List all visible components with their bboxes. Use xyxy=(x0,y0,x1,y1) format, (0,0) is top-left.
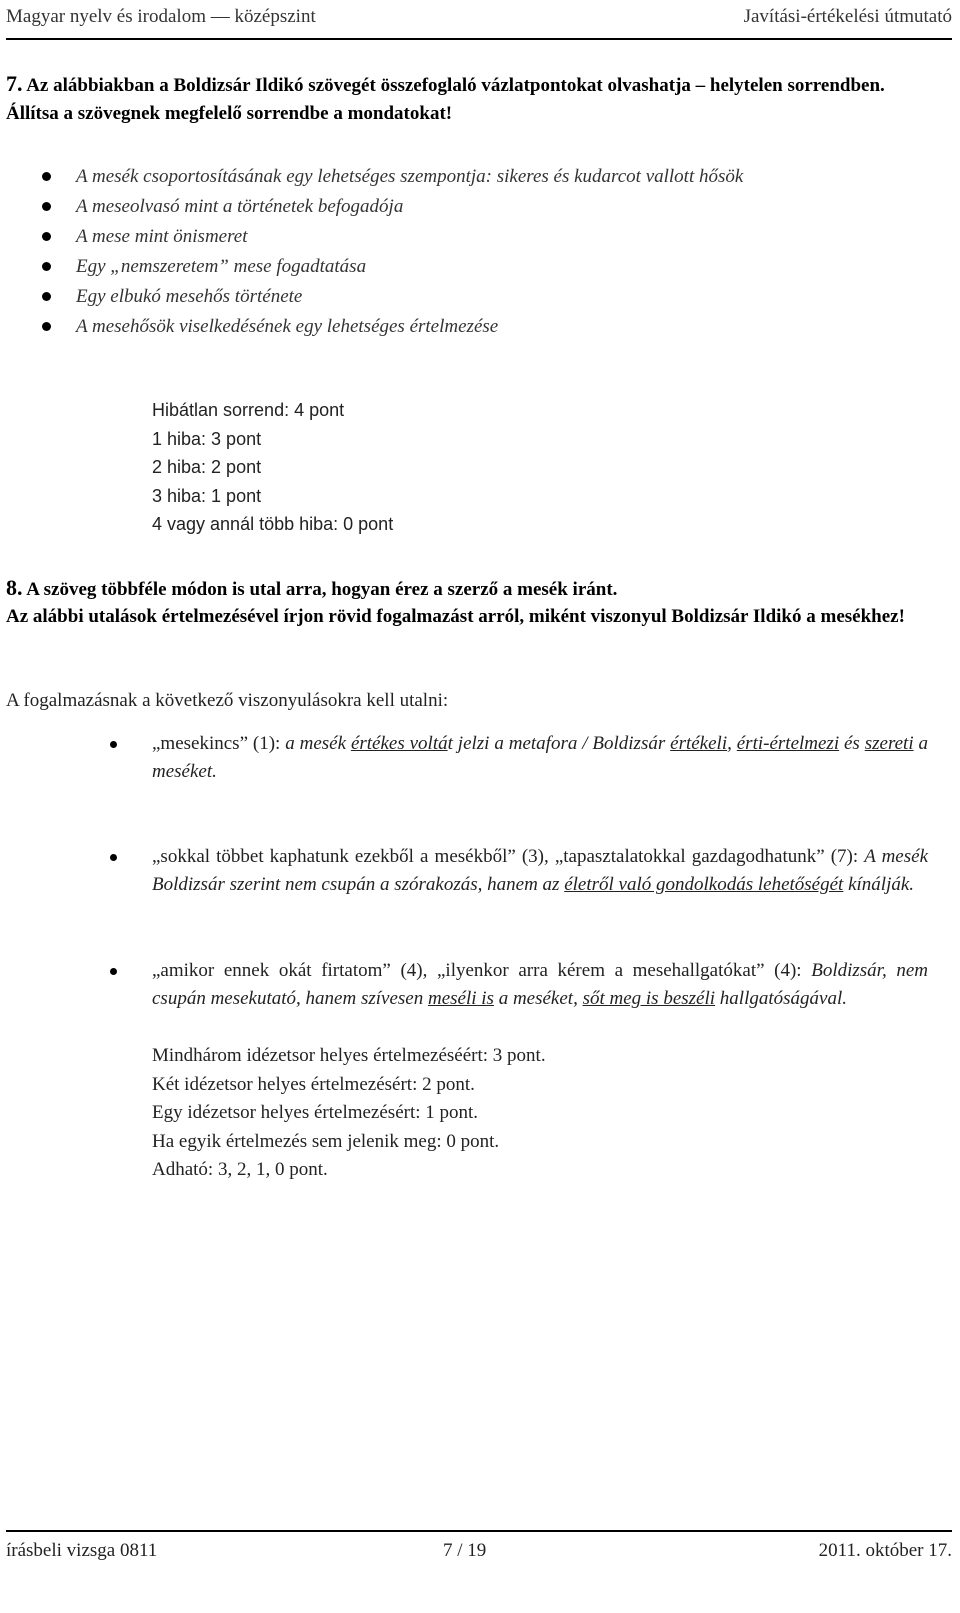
outline-item xyxy=(36,193,916,221)
interpretation-text: érti-értelmezi xyxy=(736,733,840,754)
bullet-icon xyxy=(42,202,51,211)
scoring-line: Két idézetsor helyes értelmezésért: 2 pont. xyxy=(152,1073,475,1095)
question-8-scoring xyxy=(152,1042,546,1185)
scoring-line: Mindhárom idézetsor helyes értelmezéséért: 3 pont. xyxy=(152,1045,546,1066)
scoring-line: 3 hiba: 1 pont xyxy=(152,485,262,506)
interpretation-text: kínálják. xyxy=(843,874,915,895)
bullet-icon xyxy=(110,741,117,748)
scoring-line: Adható: 3, 2, 1, 0 pont. xyxy=(152,1159,328,1180)
interpretation-text: sőt meg is beszéli xyxy=(582,988,716,1009)
interpretation-text: Boldizsár, nem csupán mesekutató, hanem szívesen xyxy=(152,960,928,1009)
bullet-icon xyxy=(42,232,51,241)
outline-item-text: A meseolvasó mint a történetek befogadója xyxy=(76,196,404,217)
bullet-icon xyxy=(110,968,117,975)
interpretation-text: értékeli xyxy=(670,733,728,754)
outline-item xyxy=(36,223,916,251)
question-8-intro: A fogalmazásnak a következő viszonyulásokra kell utalni: xyxy=(6,690,449,711)
question-8-number: 8. xyxy=(6,575,23,600)
question-7-number: 7. xyxy=(6,71,23,96)
interpretation-text: t jelzi a metafora / Boldizsár xyxy=(447,733,671,754)
interpretation-text: értékes voltá xyxy=(350,733,448,754)
header-rule xyxy=(6,38,952,40)
bullet-icon xyxy=(42,262,51,271)
bullet-icon xyxy=(42,292,51,301)
interpretation-text: a meséket, xyxy=(493,988,583,1009)
page-header xyxy=(6,0,952,28)
interpretation-text: „amikor ennek okát firtatom” (4), „ilyenkor arra kérem a mesehallgatókat” (4): xyxy=(152,960,812,981)
question-8-task: Az alábbi utalások értelmezésével írjon rövid fogalmazást arról, miként viszonyul Boldizsár Ildikó a mesékhez! xyxy=(6,606,905,627)
bullet-icon xyxy=(110,854,117,861)
footer-date: 2011. október 17. xyxy=(818,1540,952,1561)
scoring-line: Ha egyik értelmezés sem jelenik meg: 0 pont. xyxy=(152,1130,500,1152)
page-number: 7 / 19 xyxy=(443,1540,487,1561)
interpretation-text: a meséket. xyxy=(152,733,929,782)
outline-item-text: Egy „nemszeretem” mese fogadtatása xyxy=(76,256,367,277)
scoring-line: Hibátlan sorrend: 4 pont xyxy=(152,400,345,420)
outline-item-text: A mese mint önismeret xyxy=(76,226,248,247)
scoring-line: Egy idézetsor helyes értelmezésért: 1 pont. xyxy=(152,1102,479,1123)
outline-item xyxy=(36,253,916,281)
interpretation-text: a mesék xyxy=(285,733,351,754)
outline-item-text: Egy elbukó mesehős története xyxy=(76,286,303,307)
interpretation-text: „sokkal többet kaphatunk ezekből a mesékből” (3), „tapasztalatokkal gazdagodhatunk” (7): xyxy=(152,846,865,867)
question-8-bullet-list xyxy=(106,730,928,1013)
interpretation-text: meséli is xyxy=(427,988,494,1009)
interpretation-text: szereti xyxy=(864,733,914,754)
outline-item xyxy=(36,163,916,191)
footer-left: írásbeli vizsga 0811 xyxy=(6,1540,158,1561)
header-left: Magyar nyelv és irodalom — középszint xyxy=(6,6,316,27)
interpretation-text: hallgatóságával. xyxy=(715,988,847,1009)
interpretation-item xyxy=(106,843,928,899)
interpretation-item xyxy=(106,957,928,1013)
scoring-line: 2 hiba: 2 pont xyxy=(152,457,262,477)
question-7-scoring xyxy=(152,396,393,539)
interpretation-text: , xyxy=(727,733,737,754)
outline-item-text: A mesék csoportosításának egy lehetséges szempontja: sikeres és kudarcot vallott hősök xyxy=(76,166,744,187)
outline-item xyxy=(36,283,916,311)
question-7-outline-list xyxy=(36,163,916,343)
scoring-line: 4 vagy annál több hiba: 0 pont xyxy=(152,514,394,534)
question-8-title xyxy=(6,574,926,604)
interpretation-text: „mesekincs” (1): xyxy=(152,733,286,754)
bullet-icon xyxy=(42,172,51,181)
interpretation-text: életről való gondolkodás lehetőségét xyxy=(564,874,844,895)
question-7-title xyxy=(6,70,926,128)
outline-item-text: A mesehősök viselkedésének egy lehetséges értelmezése xyxy=(76,316,499,337)
interpretation-text: A mesék Boldizsár szerint nem csupán a szórakozás, hanem az xyxy=(152,846,928,895)
footer-rule xyxy=(6,1530,952,1532)
interpretation-text: és xyxy=(839,733,865,754)
header-right: Javítási-értékelési útmutató xyxy=(743,6,952,27)
outline-item xyxy=(36,313,916,341)
question-8-line1: A szöveg többféle módon is utal arra, hogyan érez a szerző a mesék iránt. xyxy=(26,579,618,600)
question-7-text: Az alábbiakban a Boldizsár Ildikó szövegét összefoglaló vázlatpontokat olvashatja – helytelen sorrendben. Állítsa a szövegnek megfelelő sorrendbe a mondatokat! xyxy=(6,75,885,124)
interpretation-item xyxy=(106,730,928,786)
scoring-line: 1 hiba: 3 pont xyxy=(152,428,262,449)
bullet-icon xyxy=(42,322,51,331)
